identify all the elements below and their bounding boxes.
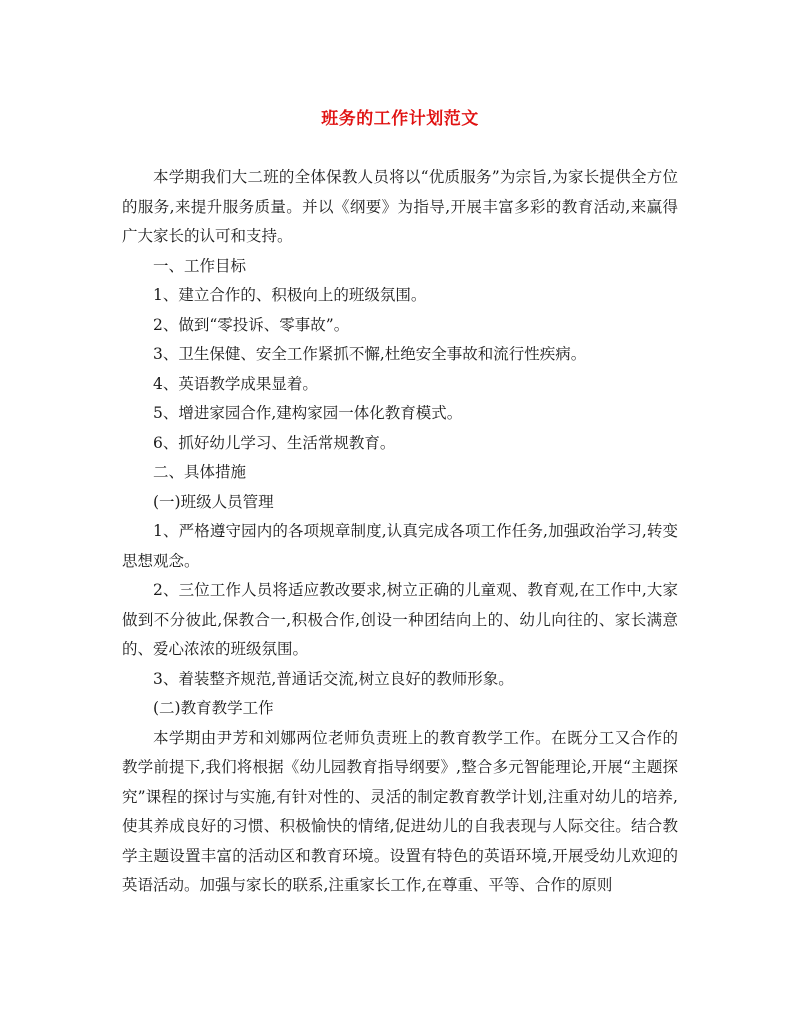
measure-item: 1、严格遵守园内的各项规章制度,认真完成各项工作任务,加强政治学习,转变思想观念。 xyxy=(122,522,678,570)
goal-item: 6、抓好幼儿学习、生活常规教育。 xyxy=(153,433,396,452)
goal-item: 2、做到“零投诉、零事故”。 xyxy=(153,315,350,334)
subsection-heading-staff: (一)班级人员管理 xyxy=(153,492,274,511)
document-title: 班务的工作计划范文 xyxy=(321,109,479,129)
goal-item: 4、英语教学成果显着。 xyxy=(153,374,318,393)
section-heading-goals: 一、工作目标 xyxy=(153,256,247,275)
teaching-paragraph: 本学期由尹芳和刘娜两位老师负责班上的教育教学工作。在既分工又合作的教学前提下,我们将根据《幼儿园教育指导纲要》,整合多元智能理论,开展“主题探究”课程的探讨与实施,有针对性的、灵活的制定教育教学计划,注重对幼儿的培养,使其养成良好的习惯、积极愉快的情绪,促进幼儿的自我表现与人际交往。结合教学主题设置丰富的活动区和教育环境。设置有特色的英语环境,开展受幼儿欢迎的英语活动。加强与家长的联系,注重家长工作,在尊重、平等、合作的原则 xyxy=(122,728,678,894)
goal-item: 1、建立合作的、积极向上的班级氛围。 xyxy=(153,286,427,304)
section-heading-measures: 二、具体措施 xyxy=(153,463,247,481)
document-body xyxy=(122,163,678,901)
goal-item: 3、卫生保健、安全工作紧抓不懈,杜绝安全事故和流行性疾病。 xyxy=(153,345,587,363)
intro-paragraph: 本学期我们大二班的全体保教人员将以“优质服务”为宗旨,为家长提供全方位的服务,来提升服务质量。并以《纲要》为指导,开展丰富多彩的教育活动,来赢得广大家长的认可和支持。 xyxy=(122,168,678,245)
measure-item: 2、三位工作人员将适应教改要求,树立正确的儿童观、教育观,在工作中,大家做到不分彼此,保教合一,积极合作,创设一种团结向上的、幼儿向往的、家长满意的、爱心浓浓的班级氛围。 xyxy=(122,581,678,658)
goal-item: 5、增进家园合作,建构家园一体化教育模式。 xyxy=(153,404,463,422)
subsection-heading-teaching: (二)教育教学工作 xyxy=(153,699,274,717)
measure-item: 3、着装整齐规范,普通话交流,树立良好的教师形象。 xyxy=(153,669,514,688)
